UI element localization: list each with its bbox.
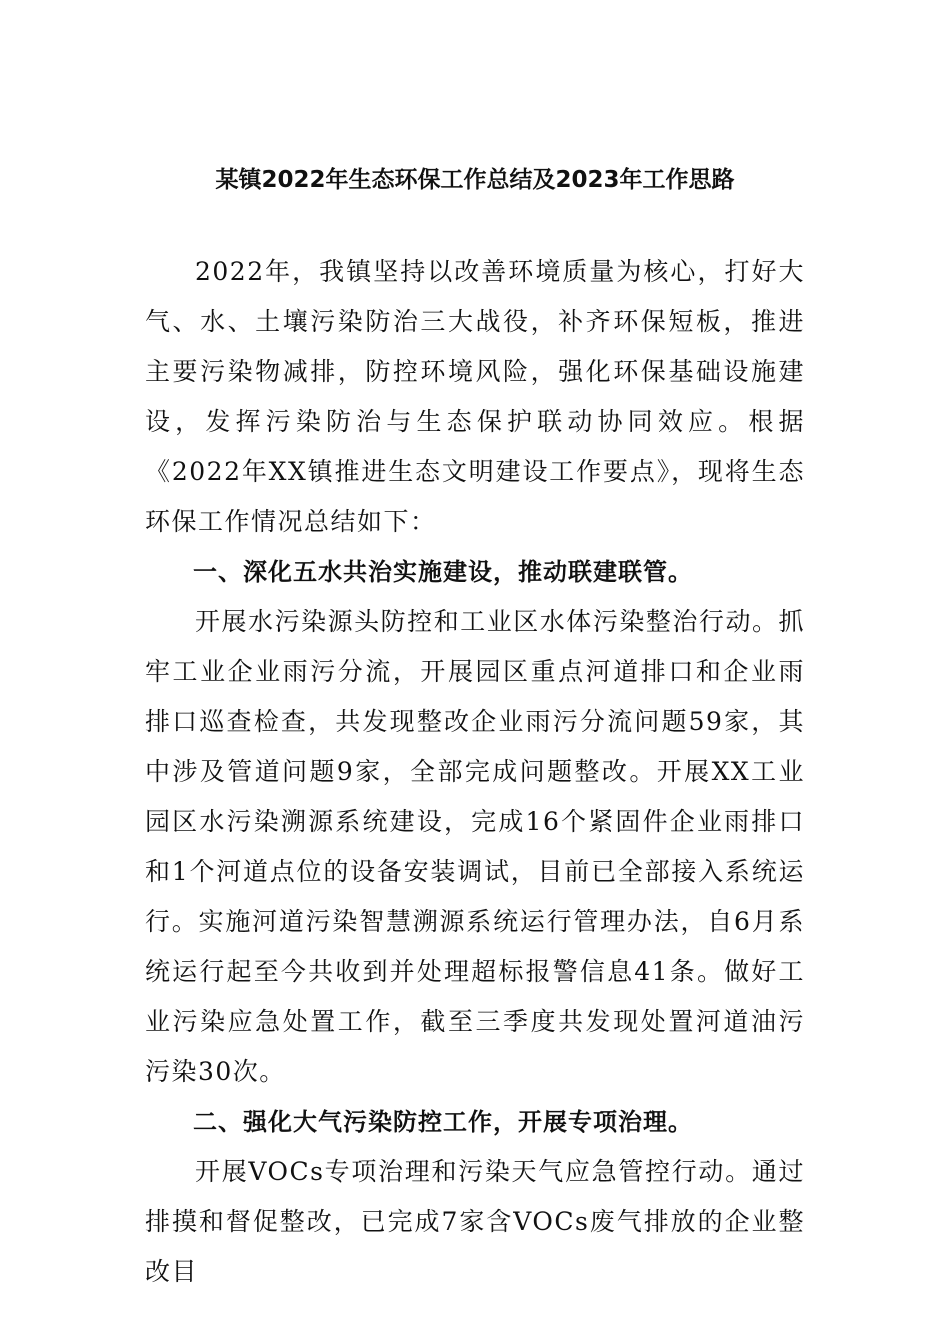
section-1-heading: 一、深化五水共治实施建设，推动联建联管。	[193, 558, 693, 586]
section-1-paragraph: 开展水污染源头防控和工业区水体污染整治行动。抓牢工业企业雨污分流，开展园区重点河道排口和企业雨排口巡查检查，共发现整改企业雨污分流问题59家，其中涉及管道问题9家，全部完成问题整改。开展XX工业园区水污染溯源系统建设，完成16个紧固件企业雨排口和1个河道点位的设备安装调试，目前已全部接入系统运行。实施河道污染智慧溯源系统运行管理办法，自6月系统运行起至今共收到并处理超标报警信息41条。做好工业污染应急处置工作，截至三季度共发现处置河道油污污染30次。	[145, 607, 805, 1086]
document-body	[145, 247, 805, 1297]
document-title: 某镇2022年生态环保工作总结及2023年工作思路	[215, 167, 735, 193]
intro-paragraph: 2022年，我镇坚持以改善环境质量为核心，打好大气、水、土壤污染防治三大战役，补齐环保短板，推进主要污染物减排，防控环境风险，强化环保基础设施建设，发挥污染防治与生态保护联动协同效应。根据《2022年XX镇推进生态文明建设工作要点》，现将生态环保工作情况总结如下：	[145, 257, 805, 536]
section-2-paragraph: 开展VOCs专项治理和污染天气应急管控行动。通过排摸和督促整改，已完成7家含VOCs废气排放的企业整改目	[145, 1157, 805, 1286]
section-2-heading: 二、强化大气污染防控工作，开展专项治理。	[193, 1108, 693, 1136]
